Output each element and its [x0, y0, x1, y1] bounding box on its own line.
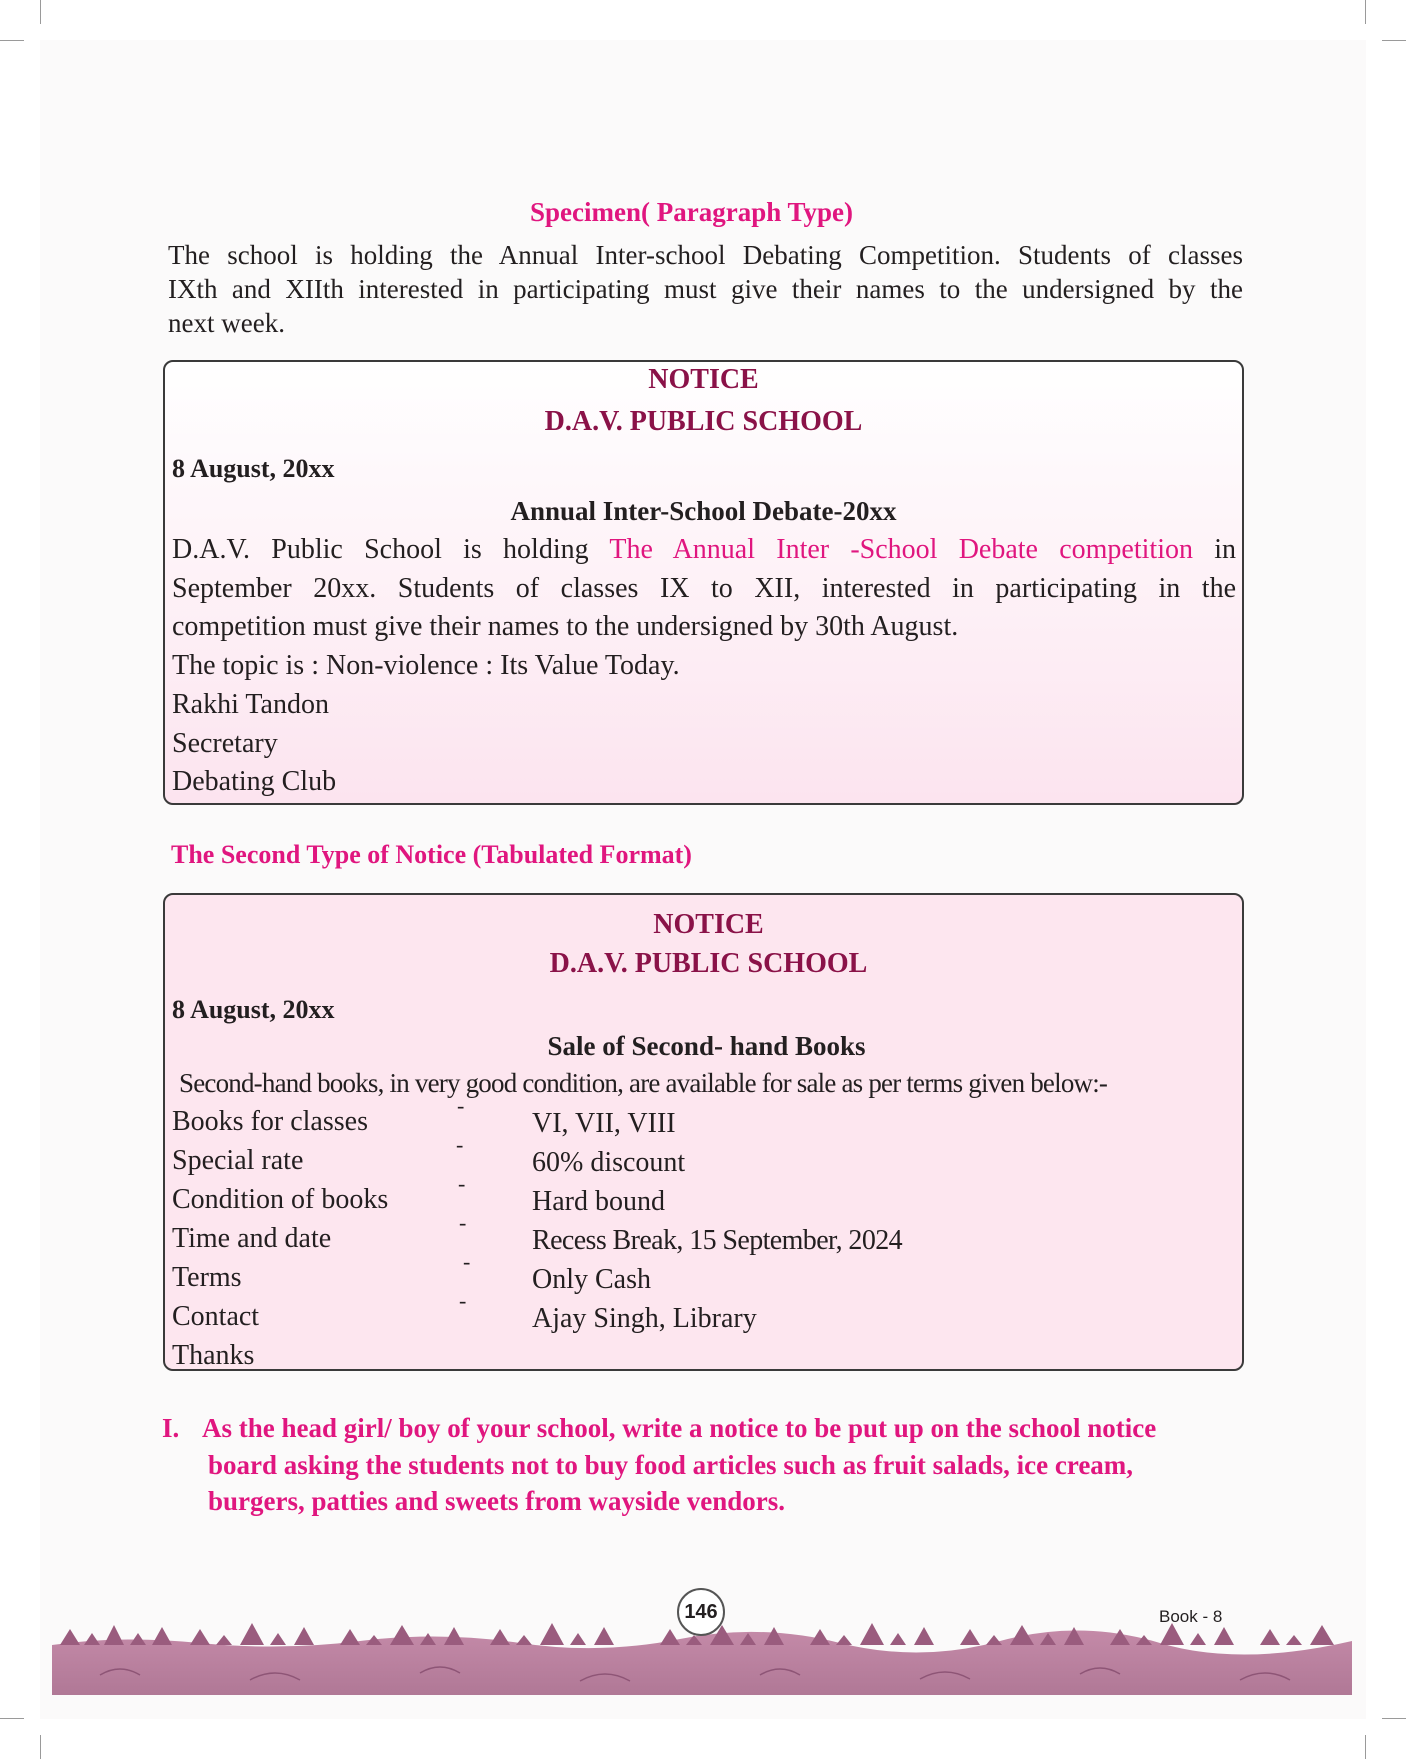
crop-mark — [1365, 0, 1366, 24]
notice-box-paragraph — [163, 360, 1244, 805]
page-number: 146 — [684, 1600, 718, 1623]
notice-body-line: September 20xx. Students of classes IX to XII, interested in participating in the — [172, 573, 1236, 604]
table-value: Hard bound — [532, 1186, 665, 1217]
body-text: D.A.V. Public School is holding — [172, 534, 589, 565]
table-value: 60% discount — [532, 1147, 686, 1178]
table-label: Terms — [172, 1262, 242, 1293]
crop-mark — [40, 0, 41, 24]
notice-body-line: competition must give their names to the undersigned by 30th August. — [172, 611, 959, 642]
notice-body-line — [172, 534, 1236, 566]
table-label: Condition of books — [172, 1184, 389, 1215]
notice-date: 8 August, 20xx — [172, 995, 335, 1024]
question-line: board asking the students not to buy food articles such as fruit salads, ice cream, — [208, 1450, 1134, 1480]
book-label: Book - 8 — [1159, 1607, 1223, 1626]
crop-mark — [40, 1735, 41, 1759]
table-value: Ajay Singh, Library — [532, 1303, 757, 1334]
notice-heading: NOTICE — [653, 909, 764, 940]
section-title: Specimen( Paragraph Type) — [530, 197, 853, 227]
notice-date: 8 August, 20xx — [172, 454, 335, 483]
notice-box-tabulated — [163, 893, 1244, 1371]
signatory-designation: Secretary — [172, 728, 278, 759]
table-separator: - — [456, 1132, 464, 1157]
notice-subject: Annual Inter-School Debate-20xx — [510, 496, 897, 526]
notice-subject: Sale of Second- hand Books — [547, 1031, 866, 1061]
crop-mark — [1382, 1718, 1406, 1719]
table-label: Contact — [172, 1301, 260, 1332]
intro-line: The school is holding the Annual Inter-school Debating Competition. Students of classes — [168, 240, 1243, 270]
crop-mark — [0, 1718, 24, 1719]
page-number-badge — [677, 1588, 725, 1636]
notice-closing: Thanks — [172, 1340, 255, 1371]
question-number: I. — [162, 1413, 180, 1443]
body-text: in — [1214, 534, 1237, 565]
crop-mark — [1365, 1735, 1366, 1759]
table-label: Time and date — [172, 1223, 332, 1254]
school-name: D.A.V. PUBLIC SCHOOL — [549, 948, 868, 979]
notice-topic: The topic is : Non-violence : Its Value Today. — [172, 650, 680, 681]
school-name: D.A.V. PUBLIC SCHOOL — [544, 406, 863, 437]
crop-mark — [1382, 40, 1406, 41]
table-value: Only Cash — [532, 1264, 651, 1295]
table-separator: - — [459, 1288, 467, 1313]
table-label: Books for classes — [172, 1106, 368, 1137]
table-label: Special rate — [172, 1145, 304, 1176]
intro-line: next week. — [168, 308, 285, 338]
signatory-name: Rakhi Tandon — [172, 689, 329, 720]
notice-heading: NOTICE — [648, 364, 759, 395]
intro-line: IXth and XIIth interested in participating must give their names to the undersigned by the — [168, 274, 1243, 304]
question-line: As the head girl/ boy of your school, write a notice to be put up on the school notice — [202, 1413, 1157, 1443]
question-line: burgers, patties and sweets from wayside vendors. — [208, 1486, 785, 1516]
table-separator: - — [463, 1249, 471, 1274]
highlighted-event: The Annual Inter -School Debate competition — [609, 534, 1193, 565]
signatory-club: Debating Club — [172, 766, 337, 797]
crop-mark — [0, 40, 24, 41]
table-value: VI, VII, VIII — [532, 1108, 676, 1139]
second-type-title: The Second Type of Notice (Tabulated Format) — [171, 840, 692, 869]
table-separator: - — [457, 1093, 465, 1118]
table-separator: - — [459, 1210, 467, 1235]
table-separator: - — [458, 1171, 466, 1196]
notice-intro: Second-hand books, in very good condition, are available for sale as per terms given below:- — [179, 1068, 1108, 1098]
table-value: Recess Break, 15 September, 2024 — [532, 1225, 903, 1256]
